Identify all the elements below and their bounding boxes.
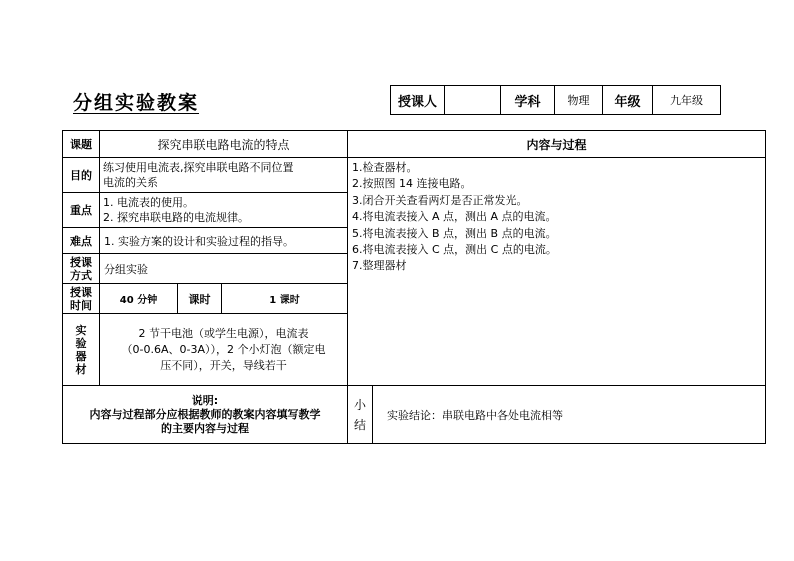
- grade-value: 九年级: [653, 86, 721, 115]
- step-item: 7.整理器材: [352, 259, 407, 273]
- time-label: 授课 时间: [63, 284, 100, 314]
- method-value: 分组实验: [100, 254, 348, 284]
- content-header: 内容与过程: [348, 131, 766, 158]
- key-label: 重点: [63, 193, 100, 228]
- key-line-1: 1. 电流表的使用。: [103, 196, 194, 209]
- note-line-1: 内容与过程部分应根据教师的教案内容填写教学: [89, 407, 321, 421]
- topic-value: 探究串联电路电流的特点: [100, 131, 348, 158]
- step-item: 1.检查器材。: [352, 161, 418, 174]
- lesson-table: [62, 130, 766, 444]
- note-title: 说明:: [191, 393, 219, 407]
- equipment-label: 实 验 器 材: [63, 314, 100, 386]
- period-value: 1 课时: [222, 284, 348, 314]
- summary-value: 实验结论：串联电路中各处电流相等: [373, 386, 766, 444]
- subject-value: 物理: [555, 86, 603, 115]
- goal-line-2: 电流的关系: [103, 176, 158, 189]
- process-steps: [348, 158, 766, 386]
- period-label: 课时: [178, 284, 222, 314]
- teacher-value: [445, 86, 501, 115]
- key-value: [100, 193, 348, 228]
- goal-value: [100, 158, 348, 193]
- equipment-line-2: （0-0.6A、0-3A）），2 个小灯泡（额定电: [121, 342, 326, 356]
- note-line-2: 的主要内容与过程: [161, 421, 249, 435]
- doc-title: 分组实验教案: [73, 92, 200, 114]
- step-item: 5.将电流表接入 B 点，测出 B 点的电流。: [352, 226, 557, 240]
- teacher-label: 授课人: [391, 86, 445, 115]
- key-line-2: 2. 探究串联电路的电流规律。: [103, 211, 249, 224]
- equipment-value: [100, 314, 348, 386]
- goal-line-1: 练习使用电流表,探究串联电路不同位置: [103, 161, 294, 174]
- equipment-line-1: 2 节干电池（或学生电源），电流表: [138, 326, 309, 340]
- step-item: 4.将电流表接入 A 点，测出 A 点的电流。: [352, 210, 557, 224]
- method-label: 授课 方式: [63, 254, 100, 284]
- difficulty-value: 1. 实验方案的设计和实验过程的指导。: [100, 228, 348, 254]
- equipment-line-3: 压不同），开关，导线若干: [160, 358, 287, 372]
- goal-label: 目的: [63, 158, 100, 193]
- subject-label: 学科: [501, 86, 555, 115]
- summary-label: 小 结: [348, 386, 373, 444]
- step-item: 3.闭合开关查看两灯是否正常发光。: [352, 193, 528, 207]
- note-cell: [63, 386, 348, 444]
- difficulty-label: 难点: [63, 228, 100, 254]
- step-item: 2.按照图 14 连接电路。: [352, 177, 472, 191]
- time-value: 40 分钟: [100, 284, 178, 314]
- step-item: 6.将电流表接入 C 点，测出 C 点的电流。: [352, 243, 557, 257]
- grade-label: 年级: [603, 86, 653, 115]
- info-table: [390, 85, 721, 115]
- topic-label: 课题: [63, 131, 100, 158]
